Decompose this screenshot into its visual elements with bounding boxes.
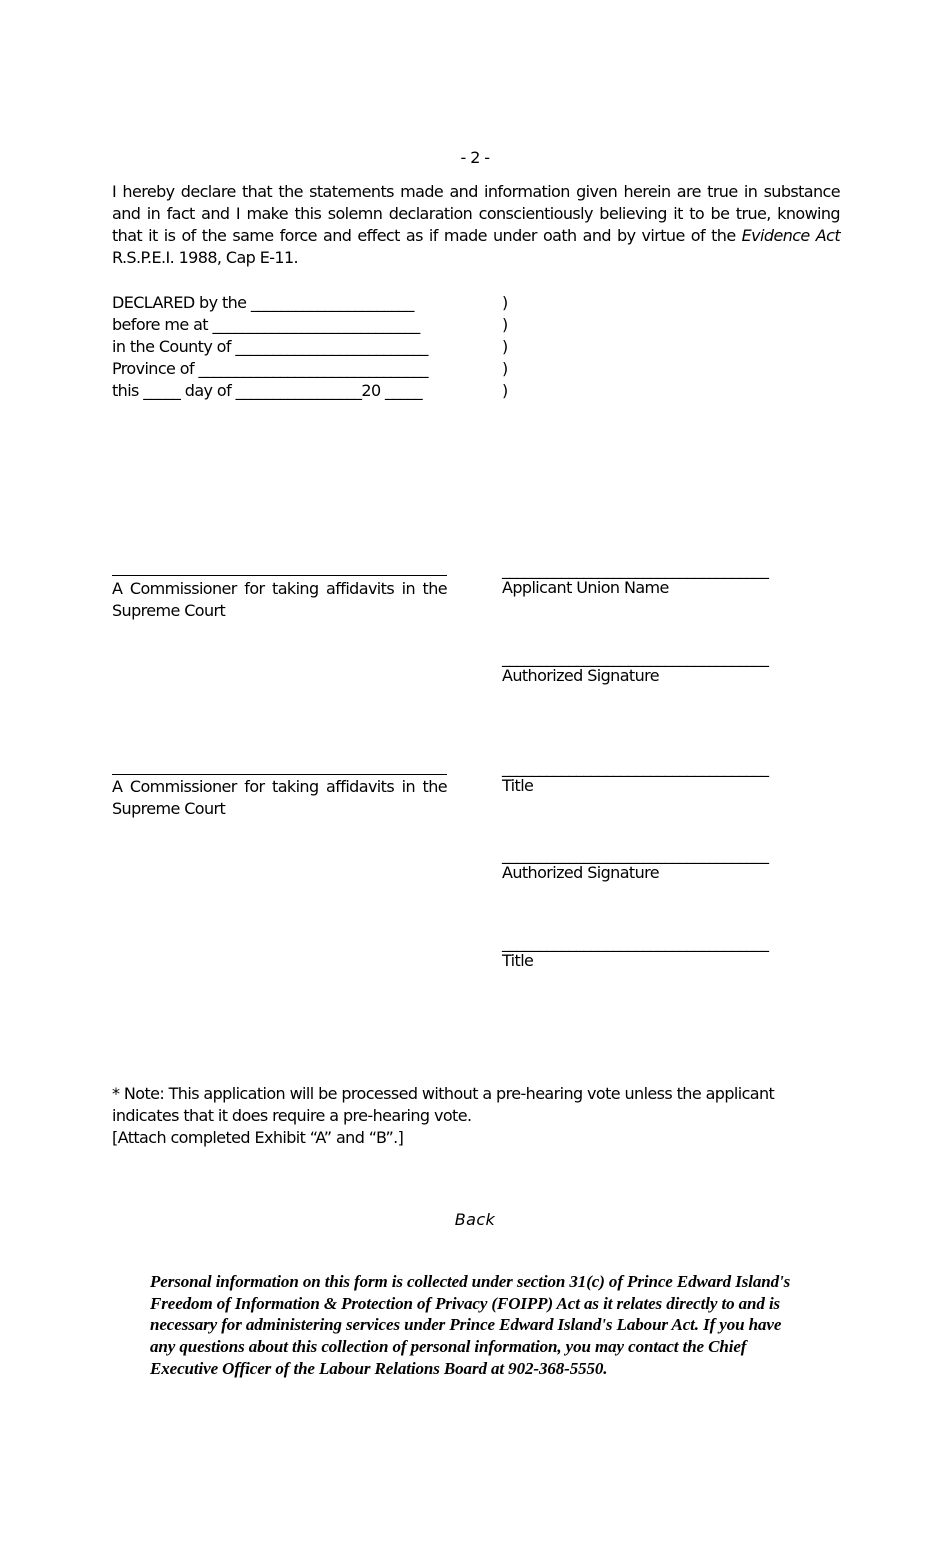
commissioner-label: A Commissioner for taking affidavits in the Supreme Court (112, 579, 447, 620)
bracket: ) (502, 359, 508, 378)
county-line: in the County of __________________________ ) (112, 337, 508, 356)
signature-line: ____________________________________ (502, 560, 769, 579)
bracket: ) (502, 315, 508, 334)
commissioner-signature-rule (112, 575, 447, 576)
signature-line: ____________________________________ (502, 648, 769, 667)
signature-line: ____________________________________ (502, 758, 769, 777)
privacy-notice: Personal information on this form is collected under section 31(c) of Prince Edward Island's Freedom of Information & Protection of Privacy (FOIPP) Act as it relates directly to and is necessary for administering services under Prince Edward Island's Labour Act. If you have any questions about this collection of personal information, you may contact the Chief Executive Officer of the Labour Relations Board at 902-368-5550. (150, 1272, 791, 1378)
signature-line: ____________________________________ (502, 845, 769, 864)
commissioner-signature-rule (112, 774, 447, 775)
declaration-text-after: R.S.P.E.I. 1988, Cap E-11. (112, 248, 299, 267)
note (112, 1083, 840, 1149)
declaration-paragraph (112, 181, 840, 269)
commissioner-label: A Commissioner for taking affidavits in the Supreme Court (112, 777, 447, 818)
bracket: ) (502, 337, 508, 356)
attach-exhibits-text: [Attach completed Exhibit “A” and “B”.] (112, 1128, 404, 1147)
bracket: ) (502, 381, 508, 400)
authorized-signature-label: Authorized Signature (502, 863, 659, 882)
page-number: - 2 - (460, 148, 490, 167)
before-me-at-line: before me at ____________________________ ) (112, 315, 508, 334)
declared-block (112, 292, 508, 402)
back-link[interactable]: Back (454, 1210, 496, 1229)
authorized-signature-label: Authorized Signature (502, 666, 659, 685)
declaration-text-before: I hereby declare that the statements made and information given herein are true in substance and in fact and I make this solemn declaration conscientiously believing it to be true, knowing that it is of the same force and effect as if made under oath and by virtue of the (112, 182, 840, 245)
evidence-act-name: Evidence Act (741, 226, 840, 245)
applicant-union-name-label: Applicant Union Name (502, 578, 669, 597)
province-line: Province of _______________________________ ) (112, 359, 508, 378)
signature-line: ____________________________________ (502, 933, 769, 952)
declared-by-line: DECLARED by the ______________________ ) (112, 293, 508, 312)
bracket: ) (502, 293, 508, 312)
title-label: Title (502, 776, 534, 795)
note-text: * Note: This application will be processed without a pre-hearing vote unless the applicant indicates that it does require a pre-hearing vote. (112, 1084, 775, 1125)
date-line: this _____ day of _________________20 _____ ) (112, 381, 508, 400)
title-label: Title (502, 951, 534, 970)
